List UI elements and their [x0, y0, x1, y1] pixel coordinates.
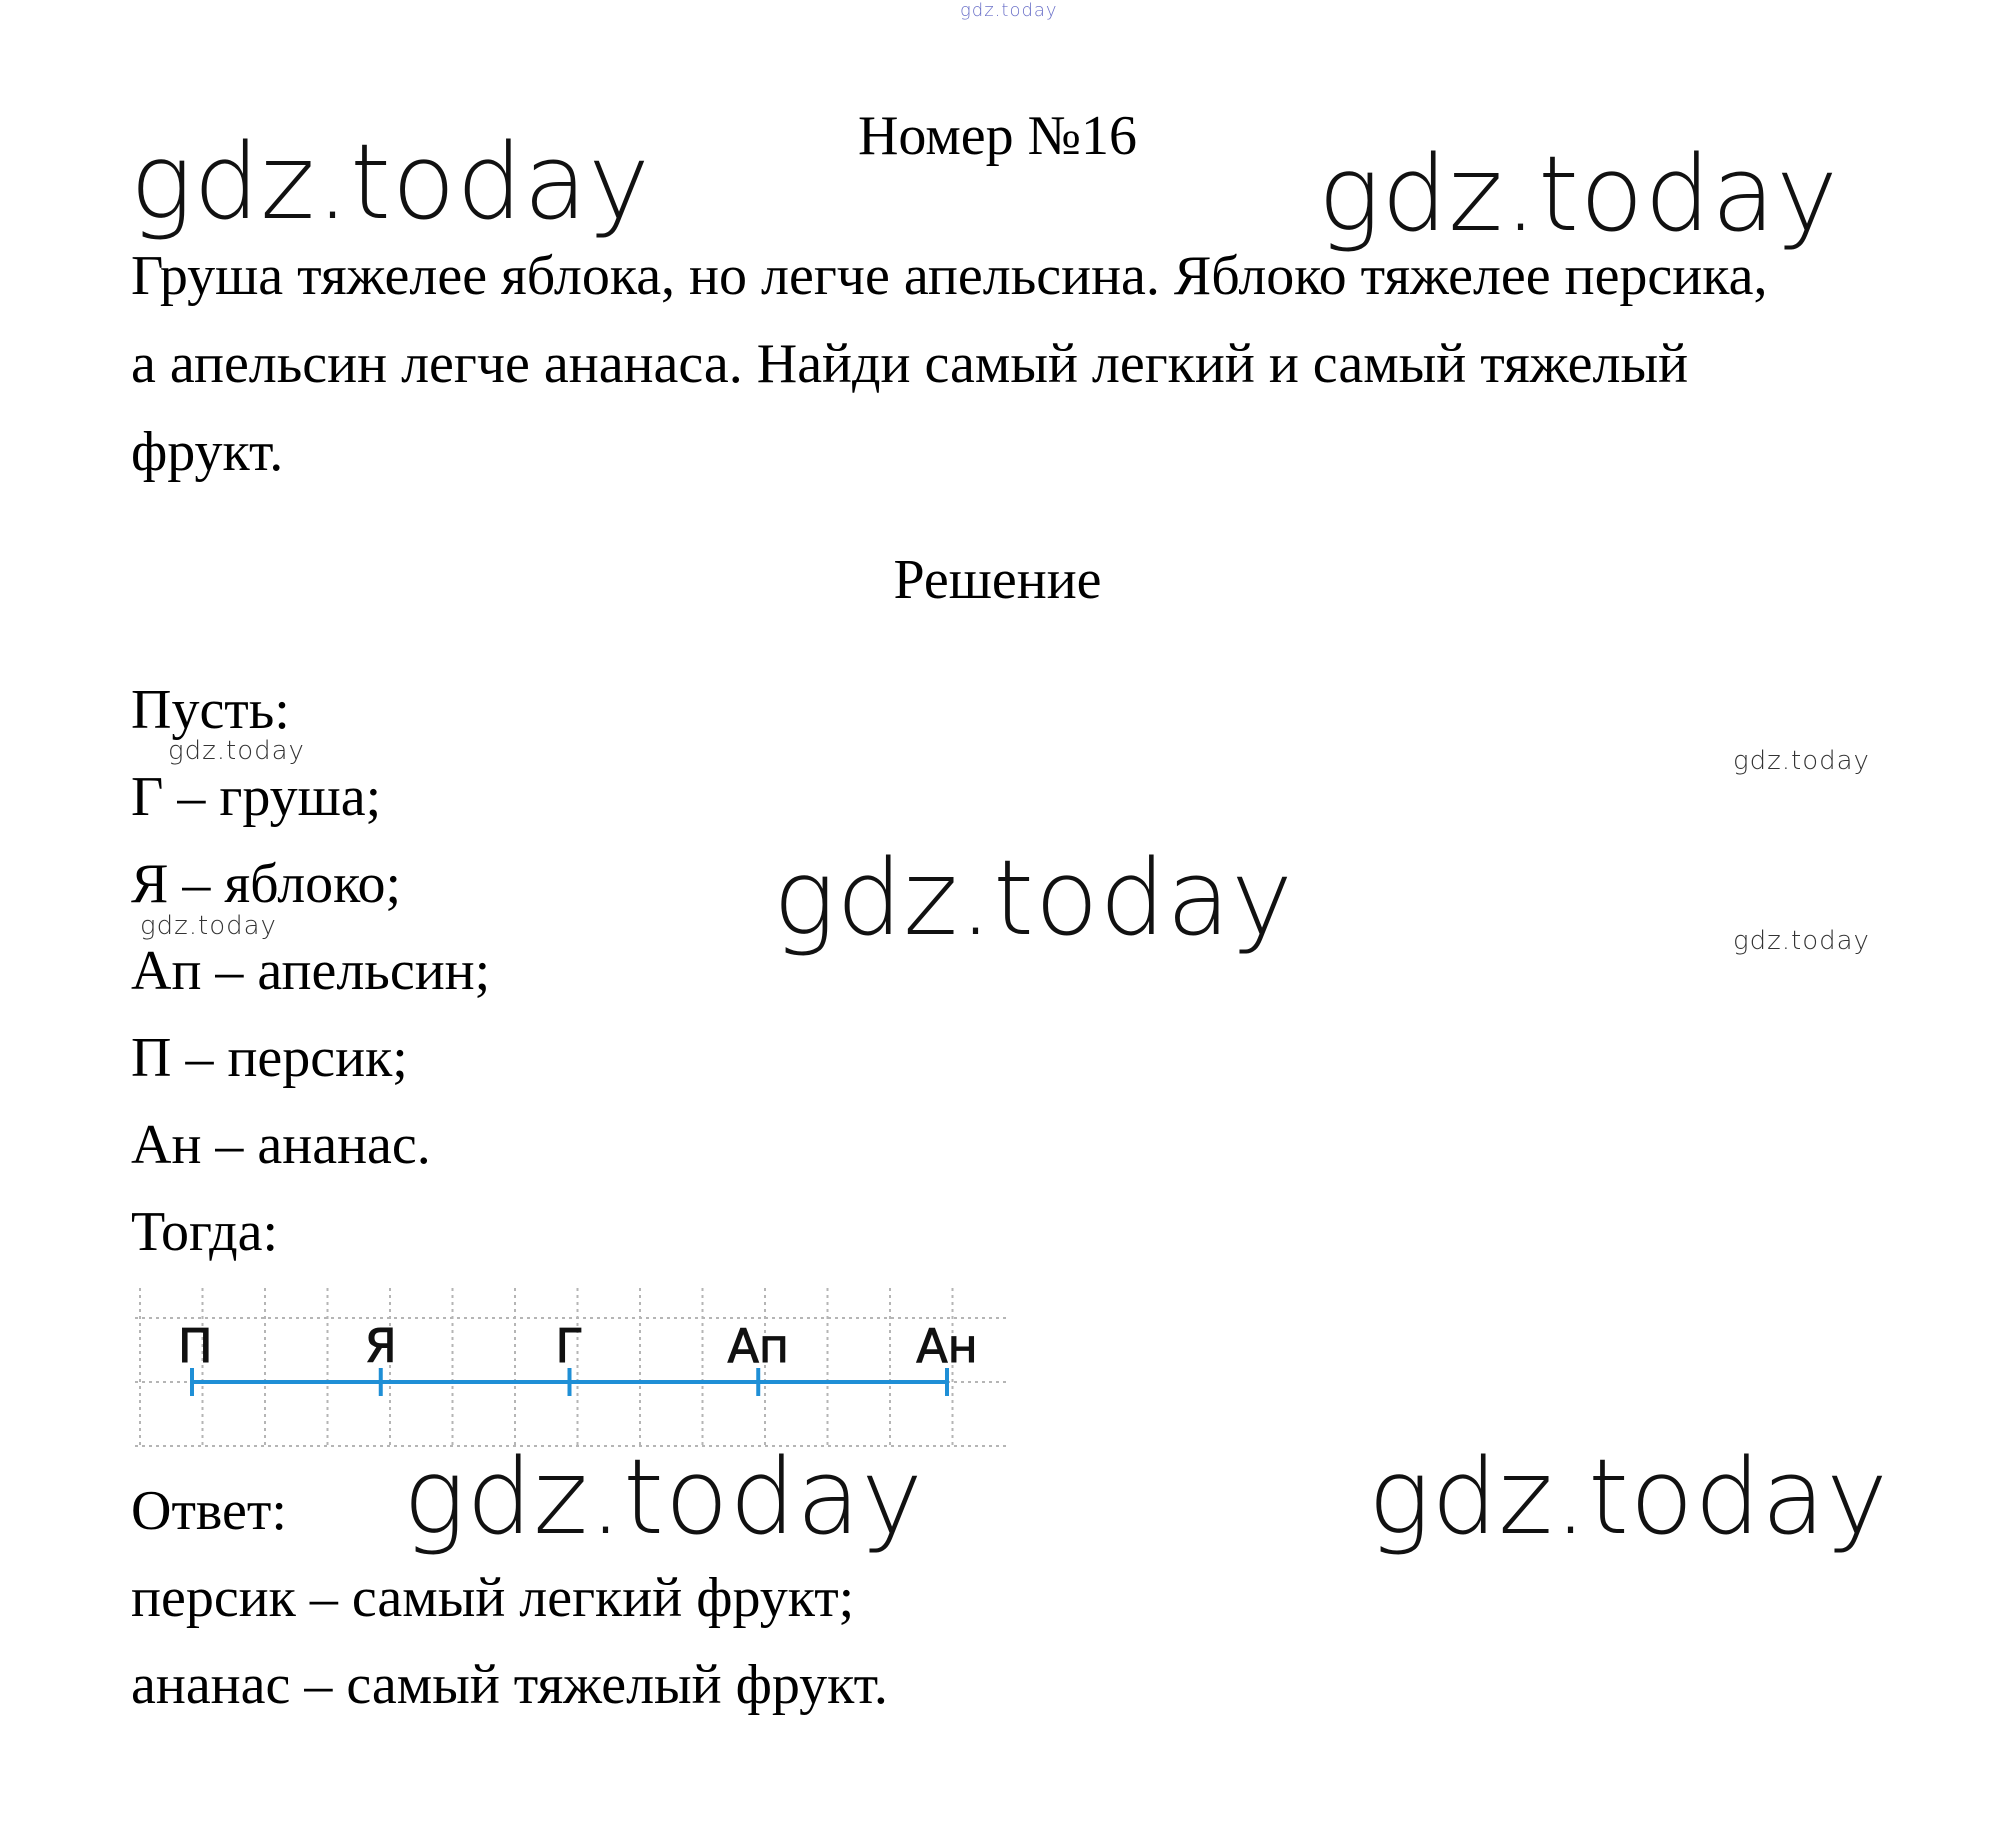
- watermark-large: gdz.today: [403, 1436, 924, 1558]
- let-label: Пусть:: [131, 679, 290, 741]
- axis-labels: [178, 1319, 978, 1373]
- answer-label: Ответ:: [131, 1480, 287, 1542]
- fruit-weight-diagram: [135, 1280, 1010, 1455]
- problem-line: Груша тяжелее яблока, но легче апельсина. Яблоко тяжелее персика,: [131, 245, 1768, 307]
- definition-pear: Г – груша;: [131, 766, 382, 828]
- axis-label: П: [178, 1319, 213, 1373]
- problem-line: а апельсин легче ананаса. Найди самый легкий и самый тяжелый: [131, 333, 1689, 395]
- axis-label: Г: [555, 1319, 584, 1373]
- watermark-top: gdz.today: [960, 0, 1058, 21]
- problem-line: фрукт.: [131, 421, 284, 483]
- solution-title: Решение: [893, 549, 1102, 611]
- answer-lightest: персик – самый легкий фрукт;: [131, 1567, 855, 1629]
- answer-heaviest: ананас – самый тяжелый фрукт.: [131, 1654, 888, 1716]
- watermark-small: gdz.today: [1733, 926, 1870, 956]
- watermark-small: gdz.today: [1733, 746, 1870, 776]
- watermark-large: gdz.today: [130, 121, 651, 243]
- then-label: Тогда:: [131, 1201, 279, 1263]
- page-title: Номер №16: [857, 105, 1138, 167]
- watermark-large: gdz.today: [1368, 1436, 1889, 1558]
- problem-statement: [131, 232, 1911, 496]
- axis-label: Ап: [727, 1319, 790, 1373]
- watermark-small: gdz.today: [140, 911, 277, 941]
- axis-label: Ан: [916, 1319, 978, 1373]
- watermark-large: gdz.today: [773, 837, 1294, 959]
- axis-label: Я: [364, 1319, 397, 1373]
- watermark-large: gdz.today: [1318, 133, 1839, 255]
- definition-peach: П – персик;: [131, 1027, 408, 1089]
- watermark-small: gdz.today: [168, 736, 305, 766]
- definition-orange: Ап – апельсин;: [131, 940, 491, 1002]
- definition-pineapple: Ан – ананас.: [131, 1114, 431, 1176]
- definition-apple: Я – яблоко;: [131, 853, 402, 915]
